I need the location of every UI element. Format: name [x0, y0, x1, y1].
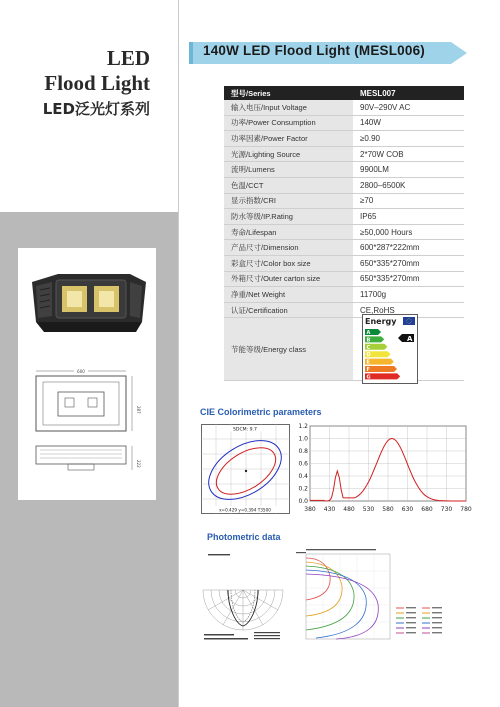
row-key: 认证/Certification — [224, 302, 353, 318]
row-key: 寿命/Lifespan — [224, 224, 353, 240]
energy-class-letter: E — [366, 359, 370, 366]
spectrum-y-tick: 1.2 — [298, 423, 308, 430]
spectrum-x-tick: 580 — [382, 506, 394, 513]
table-row — [224, 209, 464, 225]
table-header-value: MESL007 — [353, 86, 464, 100]
row-key: 显示指数/CRI — [224, 193, 353, 209]
energy-class-letter: D — [366, 352, 371, 359]
table-row — [224, 240, 464, 256]
spectrum-x-tick: 680 — [421, 506, 433, 513]
row-key: 功率/Power Consumption — [224, 115, 353, 131]
row-value: ≥0.90 — [353, 131, 464, 147]
table-row — [224, 255, 464, 271]
spectrum-x-tick: 430 — [323, 506, 336, 513]
spectrum-y-tick: 0.2 — [298, 485, 308, 493]
table-header-key: 型号/Series — [224, 86, 353, 100]
table-row — [224, 287, 464, 303]
cie-ellipse-chart — [201, 424, 290, 514]
spectrum-x-tick: 630 — [401, 506, 414, 513]
spectrum-x-tick: 530 — [362, 506, 375, 513]
row-value: 9900LM — [353, 162, 464, 178]
row-value: ≥70 — [353, 193, 464, 209]
table-row — [224, 100, 464, 115]
row-key: 流明/Lumens — [224, 162, 353, 178]
row-value: 11700g — [353, 287, 464, 303]
table-row — [224, 177, 464, 193]
eu-flag-icon — [403, 317, 415, 325]
energy-class-letter: C — [366, 344, 371, 351]
row-key: 色温/CCT — [224, 177, 353, 193]
table-row — [224, 162, 464, 178]
spectrum-x-tick: 780 — [460, 506, 472, 513]
svg-text:222: 222 — [136, 460, 141, 468]
spectrum-y-tick: 0.4 — [298, 473, 308, 480]
row-value: IP65 — [353, 209, 464, 225]
table-header-row — [224, 86, 464, 100]
row-value: ≥50,000 Hours — [353, 224, 464, 240]
row-key: 输入电压/Input Voltage — [224, 100, 353, 115]
cie-xy-label: x=0.429 y=0.394 T3500 — [219, 507, 271, 513]
sidebar-title — [0, 46, 150, 120]
isolux-chart — [296, 546, 446, 646]
energy-class-letter: G — [366, 374, 371, 381]
svg-text:600: 600 — [77, 369, 85, 374]
row-key: 彩盒尺寸/Color box size — [224, 255, 353, 271]
row-value: 2*70W COB — [353, 146, 464, 162]
row-value: CE,RoHS — [353, 302, 464, 318]
page-divider — [178, 0, 179, 707]
photometric-section-title: Photometric data — [207, 532, 281, 542]
row-key: 外箱尺寸/Outer carton size — [224, 271, 353, 287]
energy-class-letter: B — [366, 337, 371, 344]
sidebar — [0, 0, 178, 707]
row-value: 90V–290V AC — [353, 100, 464, 115]
spec-table — [224, 86, 464, 381]
row-key: 光源/Lighting Source — [224, 146, 353, 162]
energy-class-letter: F — [366, 367, 370, 373]
product-photo — [18, 258, 156, 344]
energy-rating: A — [407, 335, 413, 343]
row-key: 防水等级/IP.Rating — [224, 209, 353, 225]
table-row — [224, 302, 464, 318]
sidebar-title-line2: Flood Light — [44, 71, 150, 95]
row-value: 140W — [353, 115, 464, 131]
cie-sdcm-label: SDCM: 9.7 — [233, 427, 257, 433]
energy-label — [362, 314, 418, 384]
table-row — [224, 115, 464, 131]
row-value: 2800–6500K — [353, 177, 464, 193]
spectrum-x-tick: 380 — [304, 506, 316, 513]
spectrum-y-tick: 0.6 — [298, 460, 308, 468]
table-row — [224, 193, 464, 209]
row-key: 产品尺寸/Dimension — [224, 240, 353, 256]
table-row — [224, 224, 464, 240]
spectrum-y-tick: 0.0 — [298, 498, 308, 505]
row-value: 650*335*270mm — [353, 271, 464, 287]
spectrum-x-tick: 730 — [440, 506, 453, 513]
table-row-energy — [224, 318, 464, 381]
sidebar-title-line1: LED — [106, 46, 150, 70]
row-value: 650*335*270mm — [353, 255, 464, 271]
row-value: 600*287*222mm — [353, 240, 464, 256]
polar-intensity-chart — [200, 550, 286, 644]
cie-section-title: CIE Colorimetric parameters — [200, 407, 322, 417]
row-key: 功率因素/Power Factor — [224, 131, 353, 147]
sidebar-title-line3: LED泛光灯系列 — [42, 100, 150, 118]
spectrum-y-tick: 0.8 — [298, 448, 308, 455]
spectrum-x-tick: 480 — [343, 506, 355, 513]
row-key: 节能等级/Energy class — [224, 318, 353, 381]
table-row — [224, 271, 464, 287]
energy-class-letter: A — [366, 330, 371, 336]
svg-text:287: 287 — [136, 406, 141, 414]
energy-brand: Energy — [365, 317, 397, 326]
table-row — [224, 131, 464, 147]
dimension-drawing — [28, 368, 146, 478]
spectrum-y-tick: 1.0 — [298, 435, 308, 443]
spectrum-chart — [292, 424, 470, 516]
table-row — [224, 146, 464, 162]
row-key: 净重/Net Weight — [224, 287, 353, 303]
page-title: 140W LED Flood Light (MESL006) — [203, 43, 426, 58]
